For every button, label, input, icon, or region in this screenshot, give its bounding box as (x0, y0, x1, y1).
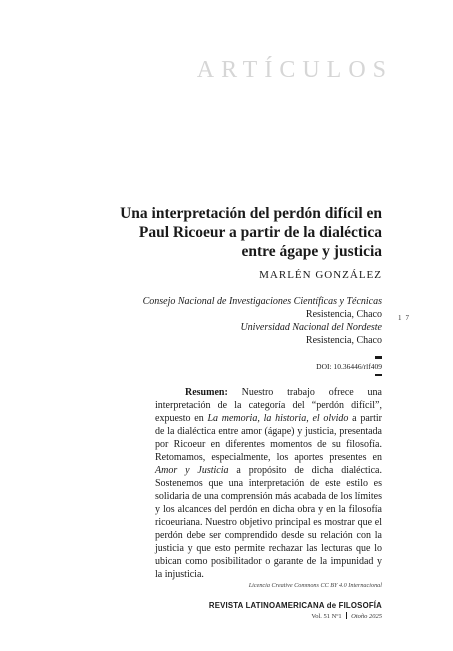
title-line: Una interpretación del perdón difícil en (120, 205, 382, 222)
author-name: MARLÉN GONZÁLEZ (259, 269, 382, 281)
affiliations (120, 295, 382, 347)
affiliation-institution: Universidad Nacional del Nordeste (240, 322, 382, 333)
page-number: 17 (398, 314, 413, 322)
doi-rule-bottom (375, 374, 382, 377)
journal-name: REVISTA LATINOAMERICANA de FILOSOFÍA (208, 601, 382, 610)
abstract-text: a propósito de dicha dialéctica. Sostenemos que una interpretación de este estilo es solidaria de una comprensión más acabada de los límites y los alcances del perdón en dicha obra y en la filosofía ricoeuriana. Nuestro objetivo principal es mostrar que el perdón debe ser comprendido desde su relación con la justicia y que esto permite rechazar las lecturas que lo ubican como posibilitador o garante de la impunidad y la injusticia. (155, 465, 382, 580)
doi-block (250, 356, 382, 376)
issue-separator (346, 612, 348, 619)
abstract-text: Nuestro trabajo ofrece una interpretación de la categoría del “perdón difícil”, expuesto en (155, 387, 382, 424)
issue-volume: Vol. 51 Nº1 (311, 613, 342, 620)
affiliation-institution: Consejo Nacional de Investigaciones Científicas y Técnicas (142, 296, 382, 307)
issue-info (150, 612, 382, 620)
abstract (155, 386, 382, 581)
abstract-text: a partir de la dialéctica entre amor (ágape) y justicia, presentada por Ricoeur en diferentes momentos de su filosofía. Retomamos, especialmente, los aportes presentes en (155, 413, 382, 463)
license-note: Licencia Creative Commons CC BY 4.0 Internacional (248, 582, 382, 589)
title-line: Paul Ricoeur a partir de la dialéctica (138, 224, 382, 241)
issue-season: Otoño 2025 (351, 613, 382, 620)
abstract-book-title: Amor y Justicia (155, 465, 229, 476)
abstract-book-title: La memoria, la historia, el olvido (207, 413, 349, 424)
abstract-label: Resumen: (185, 387, 228, 398)
affiliation-location: Resistencia, Chaco (305, 309, 382, 320)
section-header: ARTÍCULOS (196, 57, 393, 83)
doi-link[interactable]: DOI: 10.36446/rlf409 (316, 361, 382, 371)
doi-rule-top (375, 356, 382, 359)
affiliation-location: Resistencia, Chaco (305, 335, 382, 346)
article-title (60, 204, 382, 261)
title-line: entre ágape y justicia (241, 243, 382, 260)
